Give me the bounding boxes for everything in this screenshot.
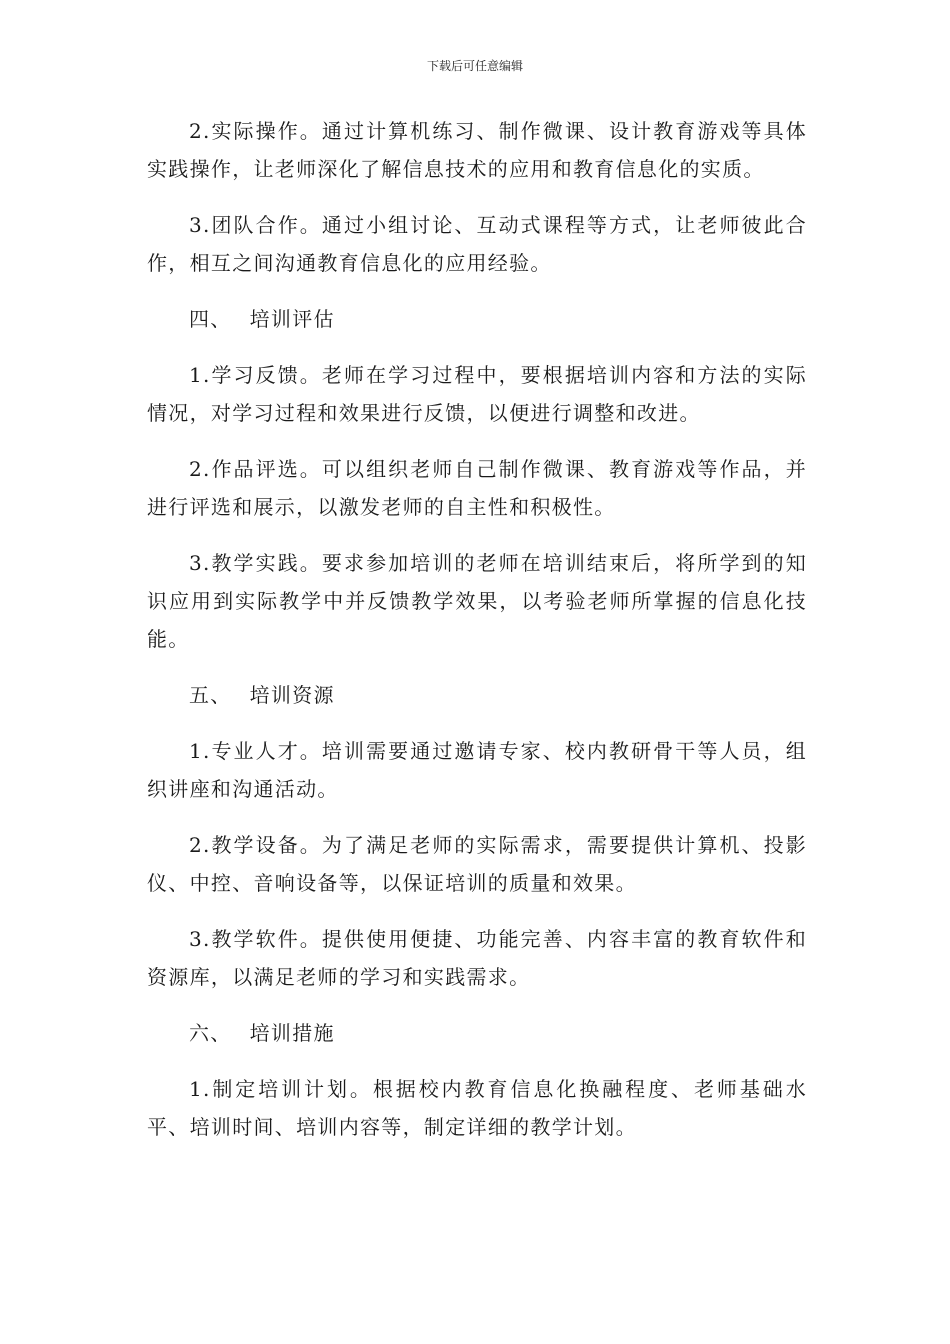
section-heading-training-measures: [147, 1014, 807, 1052]
page-header-note: 下载后可任意编辑: [426, 59, 523, 73]
section-title: 培训措施: [249, 1021, 335, 1045]
paragraph-teaching-practice: 3.教学实践。要求参加培训的老师在培训结束后，将所学到的知识应用到实际教学中并反馈教学效果，以考验老师所掌握的信息化技能。: [147, 551, 807, 651]
section-title: 培训资源: [249, 683, 335, 707]
section-title: 培训评估: [249, 307, 335, 331]
section-number: 五、: [189, 683, 232, 707]
section-heading-training-resources: [147, 676, 807, 714]
paragraph-training-plan: 1.制定培训计划。根据校内教育信息化换融程度、老师基础水平、培训时间、培训内容等，制定详细的教学计划。: [147, 1077, 807, 1139]
paragraph-practical-operation: 2.实际操作。通过计算机练习、制作微课、设计教育游戏等具体实践操作，让老师深化了解信息技术的应用和教育信息化的实质。: [147, 119, 807, 181]
paragraph-teaching-software: 3.教学软件。提供使用便捷、功能完善、内容丰富的教育软件和资源库，以满足老师的学习和实践需求。: [147, 927, 807, 989]
paragraph-professional-talent: 1.专业人才。培训需要通过邀请专家、校内教研骨干等人员，组织讲座和沟通活动。: [147, 739, 807, 801]
paragraph-teaching-equipment: 2.教学设备。为了满足老师的实际需求，需要提供计算机、投影仪、中控、音响设备等，以保证培训的质量和效果。: [147, 833, 807, 895]
paragraph-team-cooperation: 3.团队合作。通过小组讨论、互动式课程等方式，让老师彼此合作，相互之间沟通教育信息化的应用经验。: [147, 213, 807, 275]
document-body: [147, 112, 807, 1164]
paragraph-learning-feedback: 1.学习反馈。老师在学习过程中，要根据培训内容和方法的实际情况，对学习过程和效果进行反馈，以便进行调整和改进。: [147, 363, 807, 425]
section-number: 四、: [189, 307, 232, 331]
section-number: 六、: [189, 1021, 232, 1045]
paragraph-work-selection: 2.作品评选。可以组织老师自己制作微课、教育游戏等作品，并进行评选和展示，以激发老师的自主性和积极性。: [147, 457, 807, 519]
section-heading-training-evaluation: [147, 300, 807, 338]
